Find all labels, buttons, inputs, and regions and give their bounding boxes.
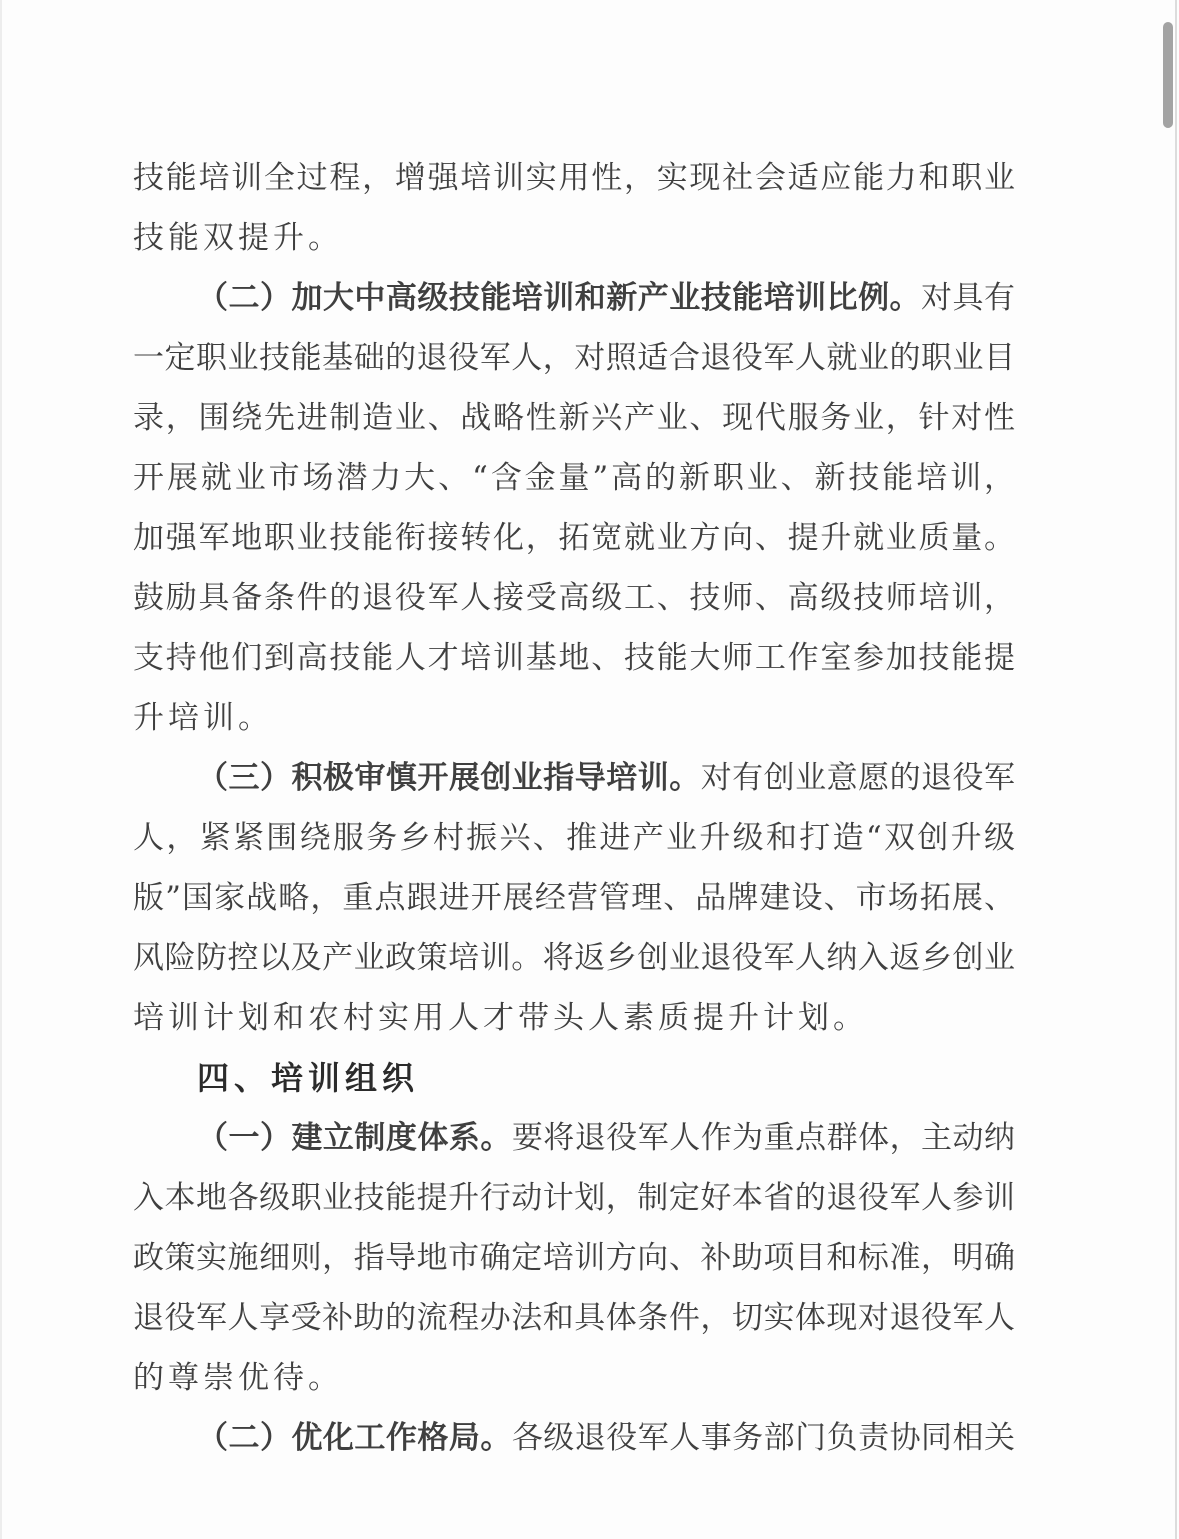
text-line bbox=[133, 1108, 1015, 1168]
line-text: 退役军人享受补助的流程办法和具体条件，切实体现对退役军人 bbox=[133, 1300, 1015, 1336]
line-text: 的尊崇优待。 bbox=[133, 1360, 343, 1396]
line-text: 各级退役军人事务部门负责协同相关 bbox=[511, 1420, 1016, 1456]
text-line bbox=[133, 688, 1015, 748]
text-line bbox=[133, 268, 1015, 328]
paragraph-lead: （二）优化工作格局。 bbox=[197, 1420, 512, 1456]
text-line bbox=[133, 508, 1015, 568]
scrollbar-thumb[interactable] bbox=[1163, 22, 1173, 128]
line-text: 技能培训全过程，增强培训实用性，实现社会适应能力和职业 bbox=[133, 160, 1015, 196]
text-line bbox=[133, 148, 1015, 208]
line-text: 四、培训组织 bbox=[197, 1059, 420, 1097]
text-line bbox=[133, 988, 1015, 1048]
document-page bbox=[133, 148, 1015, 1468]
line-text: 升培训。 bbox=[133, 700, 273, 736]
line-text: 技能双提升。 bbox=[133, 220, 343, 256]
section-heading bbox=[133, 1048, 1015, 1108]
text-line bbox=[133, 448, 1015, 508]
text-line bbox=[133, 748, 1015, 808]
line-text: 版”国家战略，重点跟进开展经营管理、品牌建设、市场拓展、 bbox=[133, 880, 1015, 916]
text-line bbox=[133, 808, 1015, 868]
line-text: 对有创业意愿的退役军 bbox=[700, 760, 1016, 796]
text-line bbox=[133, 328, 1015, 388]
text-line bbox=[133, 628, 1015, 688]
line-text: 录，围绕先进制造业、战略性新兴产业、现代服务业，针对性 bbox=[133, 400, 1015, 436]
text-line bbox=[133, 1168, 1015, 1228]
vertical-scrollbar[interactable] bbox=[1161, 0, 1175, 1539]
line-text: 一定职业技能基础的退役军人，对照适合退役军人就业的职业目 bbox=[133, 340, 1015, 376]
line-text: 对具有 bbox=[921, 280, 1016, 316]
line-text: 人，紧紧围绕服务乡村振兴、推进产业升级和打造“双创升级 bbox=[133, 820, 1015, 856]
line-text: 要将退役军人作为重点群体，主动纳 bbox=[511, 1120, 1016, 1156]
line-text: 开展就业市场潜力大、“含金量”高的新职业、新技能培训， bbox=[133, 460, 1015, 496]
paragraph-lead: （二）加大中高级技能培训和新产业技能培训比例。 bbox=[197, 280, 922, 316]
paragraph-lead: （一）建立制度体系。 bbox=[197, 1120, 512, 1156]
line-text: 支持他们到高技能人才培训基地、技能大师工作室参加技能提 bbox=[133, 640, 1015, 676]
text-line bbox=[133, 388, 1015, 448]
text-line bbox=[133, 208, 1015, 268]
text-line bbox=[133, 928, 1015, 988]
text-line bbox=[133, 1228, 1015, 1288]
line-text: 政策实施细则，指导地市确定培训方向、补助项目和标准，明确 bbox=[133, 1240, 1015, 1276]
paragraph-lead: （三）积极审慎开展创业指导培训。 bbox=[197, 760, 701, 796]
text-line bbox=[133, 1348, 1015, 1408]
text-line bbox=[133, 868, 1015, 928]
line-text: 加强军地职业技能衔接转化，拓宽就业方向、提升就业质量。 bbox=[133, 520, 1015, 556]
line-text: 风险防控以及产业政策培训。将返乡创业退役军人纳入返乡创业 bbox=[133, 940, 1015, 976]
text-line bbox=[133, 1288, 1015, 1348]
text-line bbox=[133, 568, 1015, 628]
line-text: 入本地各级职业技能提升行动计划，制定好本省的退役军人参训 bbox=[133, 1180, 1015, 1216]
page-right-edge bbox=[1175, 0, 1177, 1539]
text-line bbox=[133, 1408, 1015, 1468]
line-text: 鼓励具备条件的退役军人接受高级工、技师、高级技师培训， bbox=[133, 580, 1015, 616]
line-text: 培训计划和农村实用人才带头人素质提升计划。 bbox=[133, 1000, 868, 1036]
